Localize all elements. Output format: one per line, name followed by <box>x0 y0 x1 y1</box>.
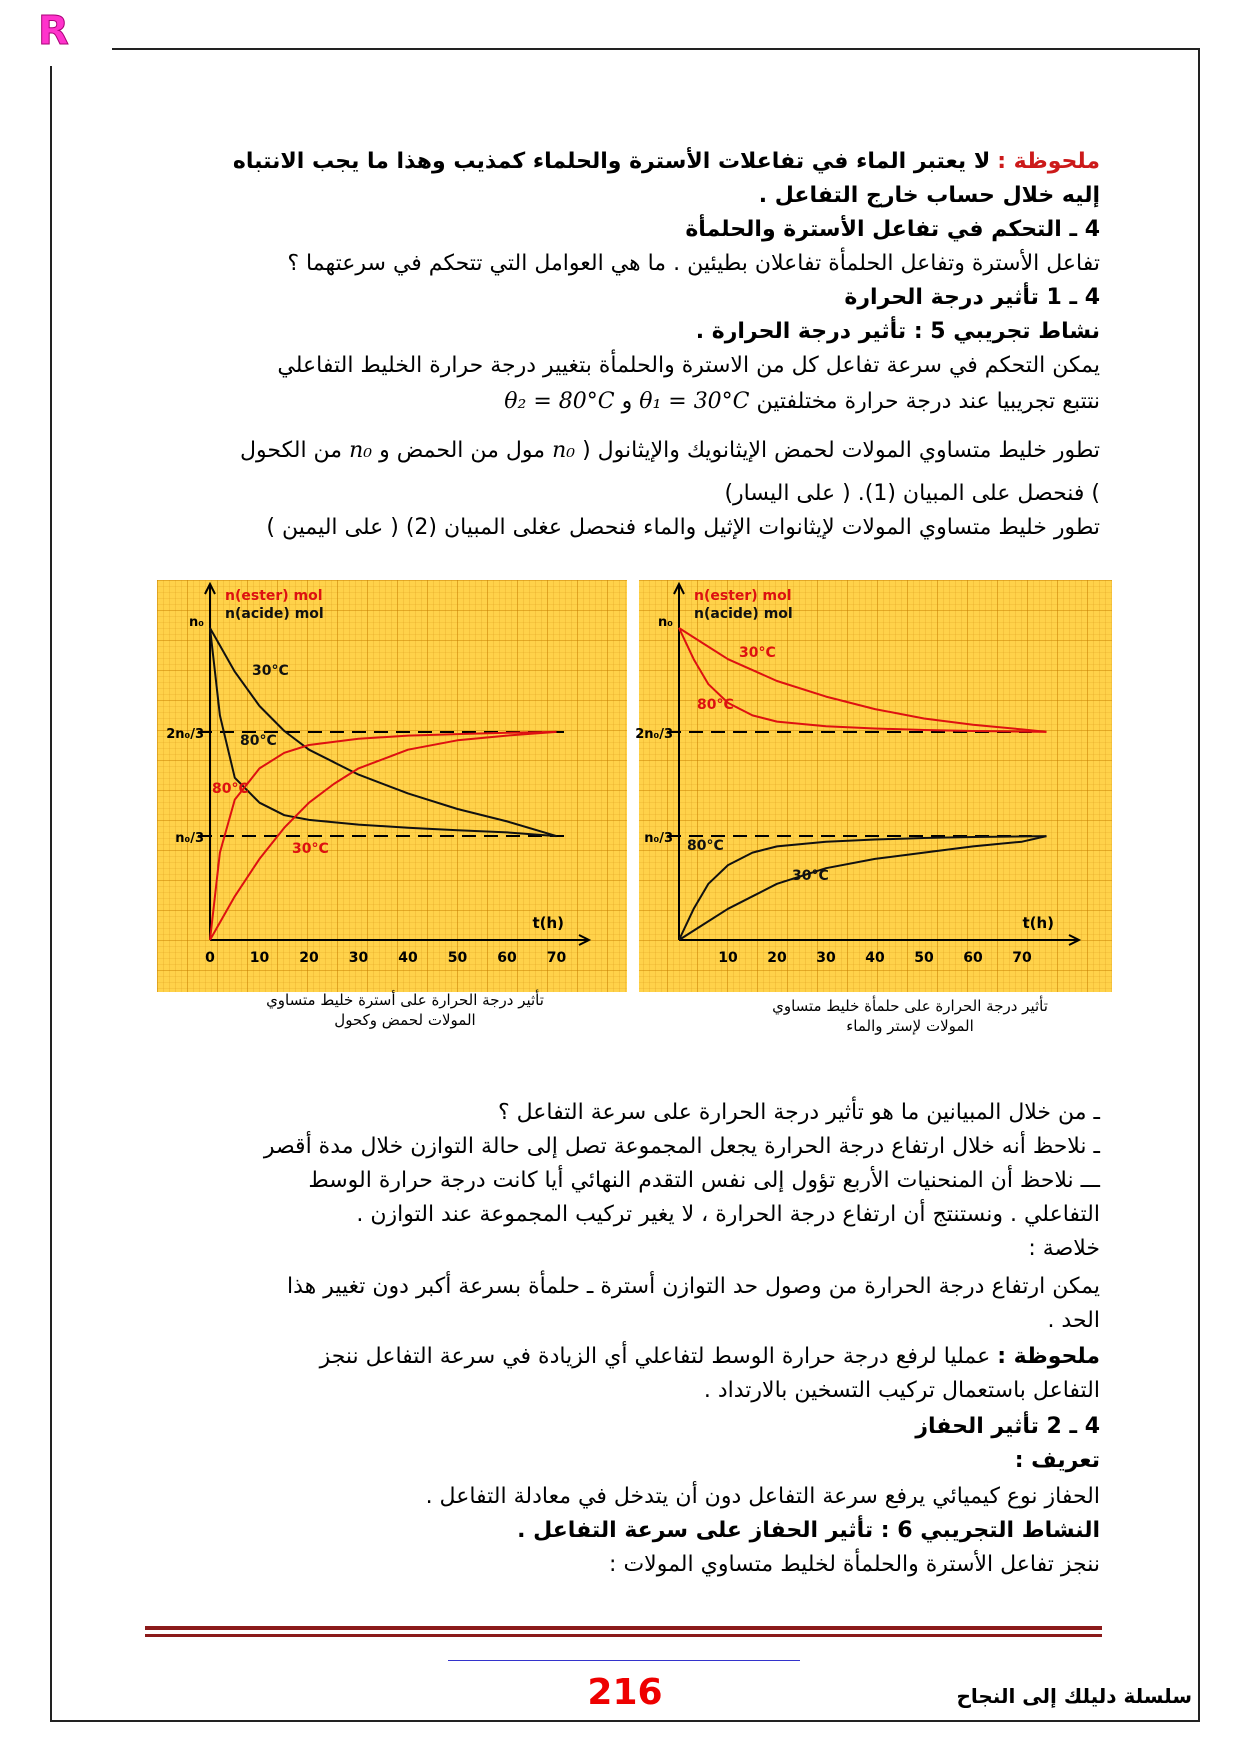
note-2 <box>140 1340 1100 1374</box>
chart-1-y-tick-label: 2n₀/3 <box>166 727 204 742</box>
note-2-body: عمليا لرفع درجة حرارة الوسط لتفاعلي أي الزيادة في سرعة التفاعل ننجز <box>319 1344 991 1369</box>
frame-top <box>112 48 1200 50</box>
note-label: ملحوظة : <box>997 149 1100 174</box>
frame-left <box>50 66 52 1721</box>
chart-1-x-tick-label: 30 <box>348 950 369 966</box>
chart-1-x-tick-label: 50 <box>447 950 468 966</box>
chart-1-caption <box>200 990 610 1030</box>
n0-symbol: n₀ <box>552 438 576 463</box>
summary-label: خلاصة : <box>1028 1236 1100 1261</box>
chart-2-x-label: t(h) <box>1022 914 1054 932</box>
chart-2-x-tick-label: 20 <box>767 950 787 966</box>
chart-1-series-3-label: 80°C <box>212 781 249 797</box>
and-word: و <box>621 389 633 414</box>
temps-intro: نتتبع تجريبيا عند درجة حرارة مختلفتين <box>756 389 1100 414</box>
chart-2-caption-line2: المولات لإستر والماء <box>846 1017 974 1035</box>
frame-bottom <box>50 1720 1200 1722</box>
footer-rule-bottom <box>145 1634 1102 1637</box>
section-4-body: تفاعل الأسترة وتفاعل الحلمأة تفاعلان بطيئين . ما هي العوامل التي تتحكم في سرعتهما ؟ <box>287 251 1100 276</box>
note-1-line2: إليه خلال حساب خارج التفاعل . <box>758 183 1100 208</box>
mix-text-c: من الكحول <box>240 438 343 463</box>
mix-text-b: مول من الحمض و <box>379 438 546 463</box>
chart-2-x-tick-label: 50 <box>914 950 934 966</box>
chart-2-ylabel-ester: n(ester) mol <box>694 588 792 604</box>
chart-1-x-tick-label: 10 <box>249 950 270 966</box>
chart-2-caption <box>710 996 1110 1036</box>
series-name: سلسلة دليلك إلى النجاح <box>956 1684 1192 1708</box>
mix-text-a: تطور خليط متساوي المولات لحمض الإيثانويك والإيثانول ( <box>582 438 1100 463</box>
chart-2-x-tick-label: 70 <box>1012 950 1032 966</box>
charts-figure <box>157 580 1112 995</box>
page-number: 216 <box>587 1672 663 1713</box>
chart-2-y-tick-label: 2n₀/3 <box>635 727 673 742</box>
chart-1-series-4-label: 30°C <box>292 841 329 857</box>
chart-2-series-3-label: 80°C <box>687 838 724 854</box>
theta-1: θ₁ = 30°C <box>639 389 750 414</box>
section-4-title: 4 ـ التحكم في تفاعل الأسترة والحلمأة <box>685 217 1100 242</box>
answer-2-line2: التفاعلي . ونستنتج أن ارتفاع درجة الحرارة ، لا يغير تركيب المجموعة عند التوازن . <box>356 1202 1100 1227</box>
chart-1-x-label: t(h) <box>532 914 564 932</box>
chart-1-ylabel-ester: n(ester) mol <box>225 588 323 604</box>
note-2-label: ملحوظة : <box>997 1344 1100 1369</box>
chart-2-x-tick-label: 10 <box>718 950 738 966</box>
footer-rule-top <box>145 1626 1102 1630</box>
section-41-title: 4 ـ 1 تأثير درجة الحرارة <box>844 285 1100 310</box>
chart-1-series-1-label: 80°C <box>240 733 277 749</box>
definition-label: تعريف : <box>1014 1448 1100 1473</box>
note-2-line2: التفاعل باستعمال تركيب التسخين بالارتداد . <box>703 1378 1100 1403</box>
theta-2: θ₂ = 80°C <box>504 389 615 414</box>
chart-1-y-tick-label: n₀ <box>189 615 204 630</box>
activity-6-body: ننجز تفاعل الأسترة والحلمأة لخليط متساوي المولات : <box>609 1552 1100 1577</box>
note-body: لا يعتبر الماء في تفاعلات الأسترة والحلماء كمذيب وهذا ما يجب الانتباه <box>232 149 991 174</box>
chart-1-x-tick-label: 0 <box>205 950 215 966</box>
activity-6-title: النشاط التجريبي 6 : تأثير الحفاز على سرعة التفاعل . <box>517 1518 1100 1543</box>
activity-5-line2 <box>140 385 1100 419</box>
chart-2-x-tick-label: 40 <box>865 950 885 966</box>
chart-2-series-2-label: 80°C <box>697 697 734 713</box>
activity-5-line3 <box>140 434 1100 468</box>
activity-5-title: نشاط تجريبي 5 : تأثير درجة الحرارة . <box>695 319 1100 344</box>
activity-5-line4: ) فنحصل على المبيان (1). ( على اليسار) <box>724 481 1100 506</box>
chart-2-x-tick-label: 60 <box>963 950 983 966</box>
section-42-title: 4 ـ 2 تأثير الحفاز <box>915 1414 1100 1439</box>
summary-line1: يمكن ارتفاع درجة الحرارة من وصول حد التوازن أسترة ـ حلمأة بسرعة أكبر دون تغيير هذا <box>286 1274 1100 1299</box>
activity-5-line1: يمكن التحكم في سرعة تفاعل كل من الاسترة والحلمأة بتغيير درجة حرارة الخليط التفاعلي <box>277 353 1100 378</box>
chart-2-ylabel-acide: n(acide) mol <box>694 606 793 622</box>
footer-link-line <box>448 1660 800 1661</box>
chart-1-caption-line2: المولات لحمض وكحول <box>334 1011 476 1029</box>
chart-1-y-tick-label: n₀/3 <box>175 831 204 846</box>
chart-2-series-1-label: 30°C <box>739 645 776 661</box>
answer-2: ـــ نلاحظ أن المنحنيات الأربع تؤول إلى نفس التقدم النهائي أيا كانت درجة حرارة الوسط <box>308 1168 1100 1193</box>
note-1 <box>140 145 1100 179</box>
chart-1-series-2-label: 30°C <box>252 663 289 679</box>
chart-2-series-4-label: 30°C <box>792 868 829 884</box>
frame-right <box>1198 48 1200 1721</box>
chart-1-x-tick-label: 20 <box>299 950 319 966</box>
chart-1-ylabel-acide: n(acide) mol <box>225 606 324 622</box>
chart-1-caption-line1: تأثير درجة الحرارة على أسترة خليط متساوي <box>266 991 544 1009</box>
answer-1: ـ نلاحظ أنه خلال ارتفاع درجة الحرارة يجعل المجموعة تصل إلى حالة التوازن خلال مدة أقصر <box>263 1134 1100 1159</box>
chart-1-x-tick-label: 70 <box>546 950 567 966</box>
chart-1-x-tick-label: 60 <box>497 950 517 966</box>
n0-symbol: n₀ <box>349 438 373 463</box>
question-1: ـ من خلال المبيانين ما هو تأثير درجة الحرارة على سرعة التفاعل ؟ <box>497 1100 1100 1125</box>
chart-2-x-tick-label: 30 <box>816 950 836 966</box>
definition-body: الحفاز نوع كيميائي يرفع سرعة التفاعل دون أن يتدخل في معادلة التفاعل . <box>425 1484 1100 1509</box>
chart-2-y-tick-label: n₀/3 <box>644 831 673 846</box>
chart-2-y-tick-label: n₀ <box>658 615 673 630</box>
chart-1-x-tick-label: 40 <box>398 950 418 966</box>
logo: R <box>38 8 69 54</box>
summary-line2: الحد . <box>1047 1308 1100 1333</box>
activity-5-line5: تطور خليط متساوي المولات لإيثانوات الإثيل والماء فنحصل عغلى المبيان (2) ( على اليمين ) <box>266 515 1100 540</box>
chart-2-caption-line1: تأثير درجة الحرارة على حلمأة خليط متساوي <box>772 997 1048 1015</box>
